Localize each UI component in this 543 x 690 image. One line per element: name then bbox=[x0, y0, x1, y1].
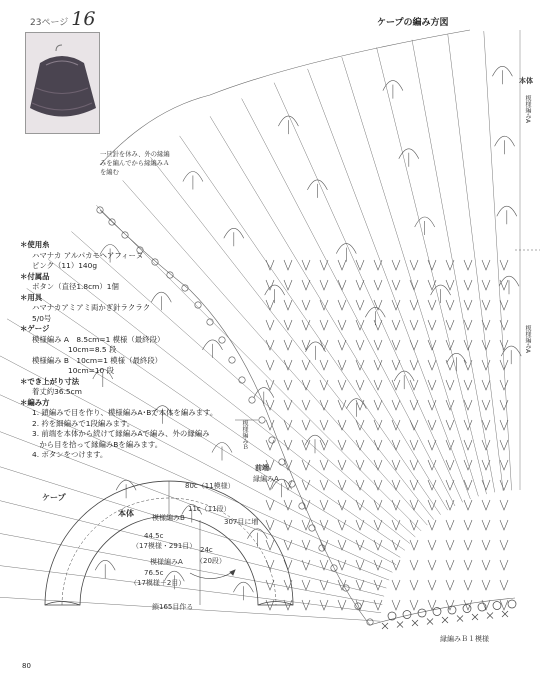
schematic-h24: 24c bbox=[200, 546, 213, 554]
border-b-label: 縁編みＢ１模様 bbox=[440, 635, 489, 643]
schematic-w1-sub: （17模様・291目） bbox=[132, 542, 197, 550]
page-ref: 23ページ bbox=[30, 18, 69, 28]
schematic-collar: 307目に増 bbox=[224, 518, 259, 526]
method-title: ＊編み方 bbox=[20, 397, 50, 407]
yarn-title: ＊使用糸 bbox=[20, 240, 50, 249]
schematic-a: 11c（11段） bbox=[188, 505, 231, 513]
gauge-b-2: 10cm=10 段 bbox=[68, 366, 115, 375]
size-title: ＊でき上がり寸法 bbox=[20, 376, 80, 386]
step-1: 1. 鎖編みで目を作り、模様編みA･Bで本体を編みます。 bbox=[32, 408, 218, 417]
tools-line-1: ハマナカアミアミ両かぎ針ラクラク bbox=[32, 303, 151, 312]
gauge-title: ＊ゲージ bbox=[20, 324, 50, 333]
schematic-h24-sub: （20段） bbox=[196, 557, 226, 565]
chart-pattern-a-label: 模様編みA bbox=[524, 95, 531, 124]
chart-pattern-b-label: 模様編みＢ bbox=[241, 420, 248, 450]
notions-line: ボタン（直径1.8cm）1個 bbox=[32, 282, 119, 291]
front-edge-sub-label: 縁編みA bbox=[253, 475, 279, 483]
chart-body-label: 本体 bbox=[519, 77, 533, 85]
pattern-number: 16 bbox=[71, 8, 96, 30]
page-number: 80 bbox=[22, 662, 31, 670]
step-4: 4. ボタンをつけます。 bbox=[32, 450, 108, 459]
edge-note: 一旦針を休み、外の縁編みを編んでから縁編みＡを編む bbox=[100, 151, 170, 176]
notions-title: ＊付属品 bbox=[20, 271, 50, 281]
step-3: 3. 前端を本体から続けて縁編みAで編み、外の縁編み bbox=[32, 429, 210, 438]
step-2: 2. 衿を細編みで1段編みます。 bbox=[32, 418, 135, 428]
tools-title: ＊用具 bbox=[20, 292, 43, 302]
schematic-title: ケープ bbox=[42, 493, 66, 502]
yarn-line-1: ハマナカ アルパカモヘアフィーヌ bbox=[32, 250, 144, 260]
size-line: 着丈約36.5cm bbox=[32, 387, 82, 396]
diagram-title: ケープの編み方図 bbox=[377, 18, 449, 28]
gauge-a-1: 模様編み A 8.5cm=1 模様（最終段） bbox=[32, 334, 165, 344]
schematic-w2-sub: （17模様＋2目） bbox=[130, 579, 186, 587]
tools-line-2: 5/0号 bbox=[32, 313, 52, 323]
step-3-cont: から目を拾って縁編みBを編みます。 bbox=[32, 439, 163, 449]
schematic-w2: 76.5c bbox=[144, 569, 164, 577]
gauge-b-1: 模様編み B 10cm=1 模様（最終段） bbox=[32, 355, 163, 365]
schematic-body: 本体 bbox=[118, 509, 134, 518]
schematic-outer: 80c（11模様） bbox=[185, 482, 235, 490]
chart-pattern-a-label-2: 模様編みA bbox=[524, 325, 531, 354]
yarn-line-2: ピンク（11）140g bbox=[32, 261, 98, 270]
schematic-pat-b: 模様編みB bbox=[152, 514, 185, 522]
schematic-pat-a: 模様編みA bbox=[150, 558, 183, 566]
schematic-start: 鎖165目作る bbox=[152, 603, 194, 611]
front-edge-label: 前端 bbox=[255, 464, 269, 472]
schematic-w1: 44.5c bbox=[144, 532, 164, 540]
gauge-a-2: 10cm=8.5 段 bbox=[68, 345, 117, 354]
